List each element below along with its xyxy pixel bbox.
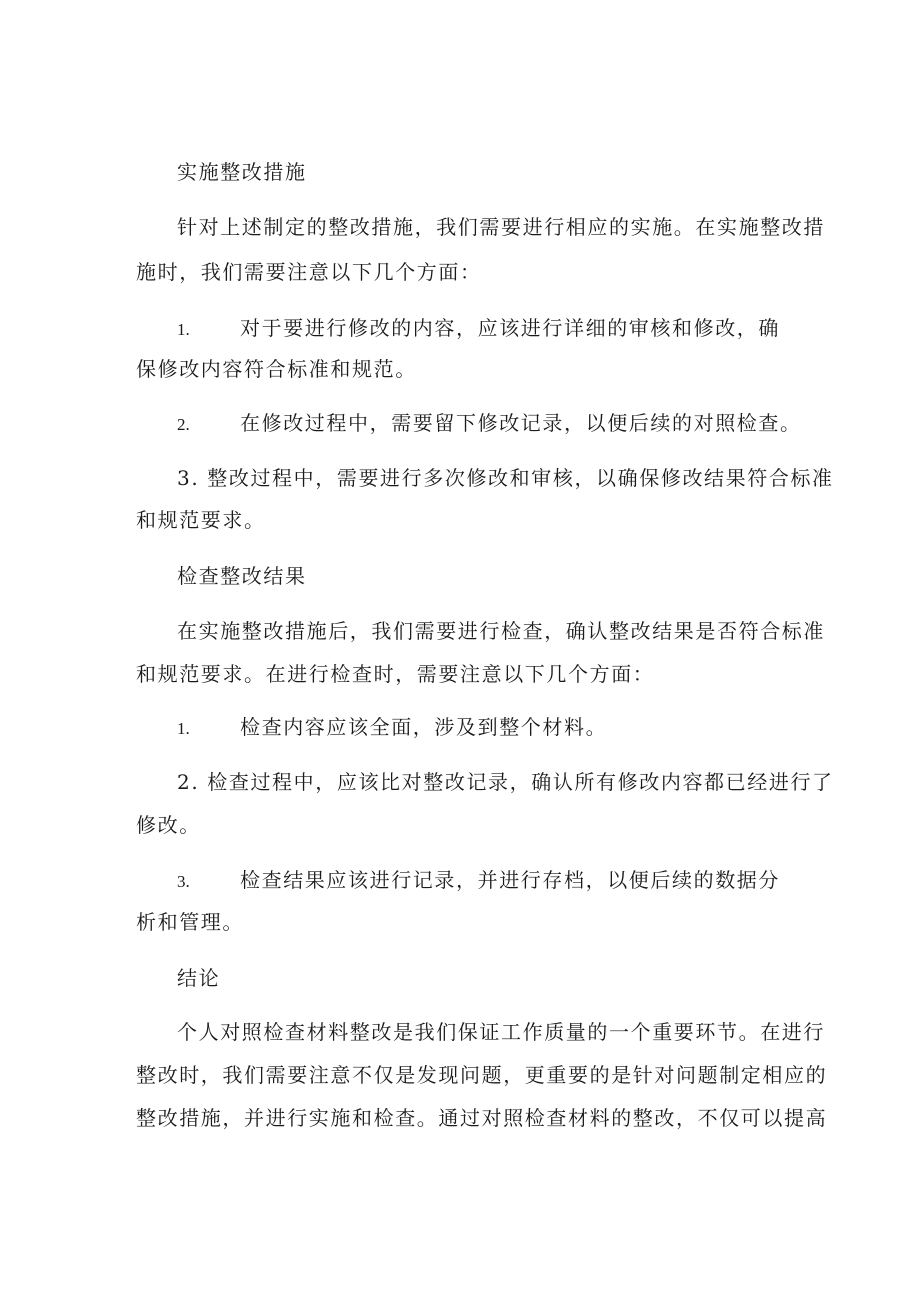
section-heading-check: 检查整改结果 bbox=[177, 564, 307, 588]
check-item-1-number: 1. bbox=[177, 719, 190, 738]
list-item-3-line-2: 和规范要求。 bbox=[136, 508, 266, 532]
paragraph-conclusion-line-2: 整改时，我们需要注意不仅是发现问题，更重要的是针对问题制定相应的 bbox=[136, 1063, 828, 1087]
list-item-1-line-2: 保修改内容符合标准和规范。 bbox=[136, 357, 417, 381]
list-item-2-number: 2. bbox=[177, 415, 190, 434]
paragraph-implement-line-1: 针对上述制定的整改措施，我们需要进行相应的实施。在实施整改措 bbox=[177, 215, 825, 239]
check-item-3-number: 3. bbox=[177, 872, 190, 891]
check-item-2-line-2: 修改。 bbox=[136, 813, 201, 837]
check-item-2-line-1: 2. 检查过程中，应该比对整改记录，确认所有修改内容都已经进行了 bbox=[177, 770, 834, 794]
paragraph-implement-line-2: 施时，我们需要注意以下几个方面： bbox=[136, 260, 482, 284]
paragraph-conclusion-line-3: 整改措施，并进行实施和检查。通过对照检查材料的整改，不仅可以提高 bbox=[136, 1106, 828, 1130]
paragraph-check-line-2: 和规范要求。在进行检查时，需要注意以下几个方面： bbox=[136, 662, 655, 686]
paragraph-conclusion-line-1: 个人对照检查材料整改是我们保证工作质量的一个重要环节。在进行 bbox=[177, 1020, 825, 1044]
list-item-2-line-1: 在修改过程中，需要留下修改记录，以便后续的对照检查。 bbox=[240, 411, 802, 435]
list-item-1-number: 1. bbox=[177, 320, 190, 339]
check-item-3-line-1: 检查结果应该进行记录，并进行存档，以便后续的数据分 bbox=[240, 868, 780, 892]
section-heading-conclusion: 结论 bbox=[177, 966, 221, 990]
list-item-3-line-1: 3. 整改过程中，需要进行多次修改和审核，以确保修改结果符合标准 bbox=[177, 466, 834, 490]
list-item-1-line-1: 对于要进行修改的内容，应该进行详细的审核和修改，确 bbox=[240, 316, 780, 340]
paragraph-check-line-1: 在实施整改措施后，我们需要进行检查，确认整改结果是否符合标准 bbox=[177, 619, 825, 643]
section-heading-implement: 实施整改措施 bbox=[177, 160, 307, 184]
check-item-3-line-2: 析和管理。 bbox=[136, 910, 244, 934]
check-item-1-line-1: 检查内容应该全面，涉及到整个材料。 bbox=[240, 715, 608, 739]
